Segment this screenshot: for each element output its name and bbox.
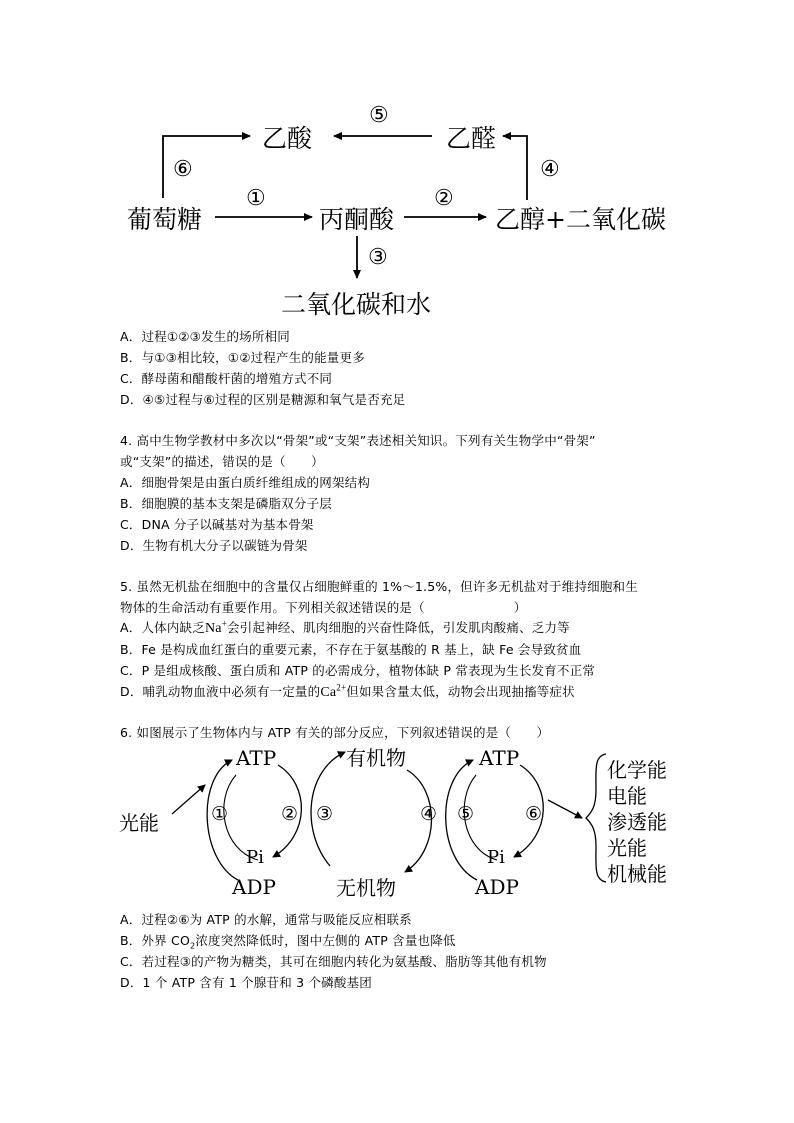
q6-option-b	[120, 931, 456, 951]
adp-right-label: ADP	[475, 875, 519, 899]
q5-option-d-prefix: D．哺乳动物血液中必须有一定量的	[120, 684, 321, 699]
atp-left-label: ATP	[236, 746, 277, 770]
step-2-label: ②	[434, 186, 454, 211]
calcium-symbol: Ca	[320, 685, 337, 700]
step-5-label: ⑤	[369, 103, 389, 128]
q6-option-d: D．1 个 ATP 含有 1 个腺苷和 3 个磷酸基团	[120, 975, 372, 990]
step-4-label: ④	[540, 157, 560, 182]
q4-option-d: D．生物有机大分子以碳链为骨架	[120, 538, 308, 553]
light-energy-output-label: 光能	[607, 836, 647, 860]
q5-option-d-suffix: 但如果含量太低，动物会出现抽搐等症状	[346, 684, 575, 699]
q6-option-b-prefix: B．外界 CO	[120, 933, 191, 948]
step-4-label-atp: ④	[420, 803, 438, 825]
pyruvate-label: 丙酮酸	[319, 205, 395, 234]
step-3-label: ③	[368, 245, 388, 270]
energy-arrow	[548, 800, 582, 818]
q4-stem-line2: 或“支架”的描述，错误的是（ ）	[120, 454, 324, 469]
q6-option-b-suffix: 浓度突然降低时，图中左侧的 ATP 含量也降低	[195, 933, 456, 948]
step-6-label-atp: ⑥	[525, 803, 543, 825]
step-1-label: ①	[246, 186, 266, 211]
step-6-label: ⑥	[173, 157, 193, 182]
pi-left-label: Pi	[246, 847, 264, 868]
sodium-symbol: Na	[204, 621, 222, 636]
pi-right-label: Pi	[487, 847, 505, 868]
ethanol-co2-label: 乙醇+二氧化碳	[495, 205, 666, 234]
q5-stem-line1: 5. 虽然无机盐在细胞中的含量仅占细胞鲜重的 1%～1.5%，但许多无机盐对于维持细胞和生	[120, 579, 638, 594]
q5-option-b: B．Fe 是构成血红蛋白的重要元素，不存在于氨基酸的 R 基上，缺 Fe 会导致贫血	[120, 642, 582, 657]
co2-water-label: 二氧化碳和水	[281, 290, 432, 319]
q4-option-b: B．细胞膜的基本支架是磷脂双分子层	[120, 496, 332, 511]
q6-stem: 6. 如图展示了生物体内与 ATP 有关的部分反应，下列叙述错误的是（ ）	[120, 725, 550, 740]
q3-option-a: A．过程①②③发生的场所相同	[120, 329, 290, 344]
acetic-acid-label: 乙酸	[262, 124, 313, 153]
q4-option-c: C．DNA 分子以碱基对为基本骨架	[120, 517, 314, 532]
adp-left-label: ADP	[232, 875, 276, 899]
q4-stem-line1: 4. 高中生物学教材中多次以“骨架”或“支架”表述相关知识。下列有关生物学中“骨架”	[120, 433, 596, 448]
electric-energy-label: 电能	[607, 784, 647, 808]
chemical-energy-label: 化学能	[607, 758, 667, 782]
step-5-label-atp: ⑤	[457, 803, 475, 825]
light-energy-label: 光能	[119, 811, 159, 835]
step-3-label-atp: ③	[316, 803, 334, 825]
acetaldehyde-label: 乙醛	[446, 124, 497, 153]
q4-option-a: A．细胞骨架是由蛋白质纤维组成的网架结构	[120, 475, 371, 490]
q5-option-c: C．P 是组成核酸、蛋白质和 ATP 的必需成分，植物体缺 P 常表现为生长发育不正常	[120, 663, 596, 678]
q3-option-d: D．④⑤过程与⑥过程的区别是糖源和氧气是否充足	[120, 392, 406, 407]
q5-stem-line2: 物体的生命活动有重要作用。下列相关叙述错误的是（ ）	[120, 600, 527, 615]
sodium-charge: +	[221, 618, 227, 629]
q5-option-a-suffix: 会引起神经、肌肉细胞的兴奋性降低，引发肌肉酸痛、乏力等	[226, 620, 570, 635]
organic-matter-label: 有机物	[346, 746, 406, 770]
light-arrow	[172, 785, 205, 814]
step-2-label-atp: ②	[281, 803, 299, 825]
q3-option-b: B．与①③相比较，①②过程产生的能量更多	[120, 350, 365, 365]
calcium-charge: 2+	[336, 682, 347, 693]
inorganic-matter-label: 无机物	[336, 876, 396, 900]
co2-subscript: 2	[190, 941, 196, 951]
osmotic-energy-label: 渗透能	[607, 810, 667, 834]
glucose-label: 葡萄糖	[127, 205, 203, 234]
energy-brace	[586, 754, 606, 882]
q3-option-c: C．酵母菌和醋酸杆菌的增殖方式不同	[120, 371, 333, 386]
q6-option-a: A．过程②⑥为 ATP 的水解，通常与吸能反应相联系	[120, 912, 412, 927]
step-1-label-atp: ①	[211, 803, 229, 825]
q6-option-c: C．若过程③的产物为糖类，其可在细胞内转化为氨基酸、脂肪等其他有机物	[120, 954, 547, 969]
mechanical-energy-label: 机械能	[607, 862, 667, 886]
atp-right-label: ATP	[479, 746, 520, 770]
q5-option-a-prefix: A．人体内缺乏	[120, 620, 205, 635]
